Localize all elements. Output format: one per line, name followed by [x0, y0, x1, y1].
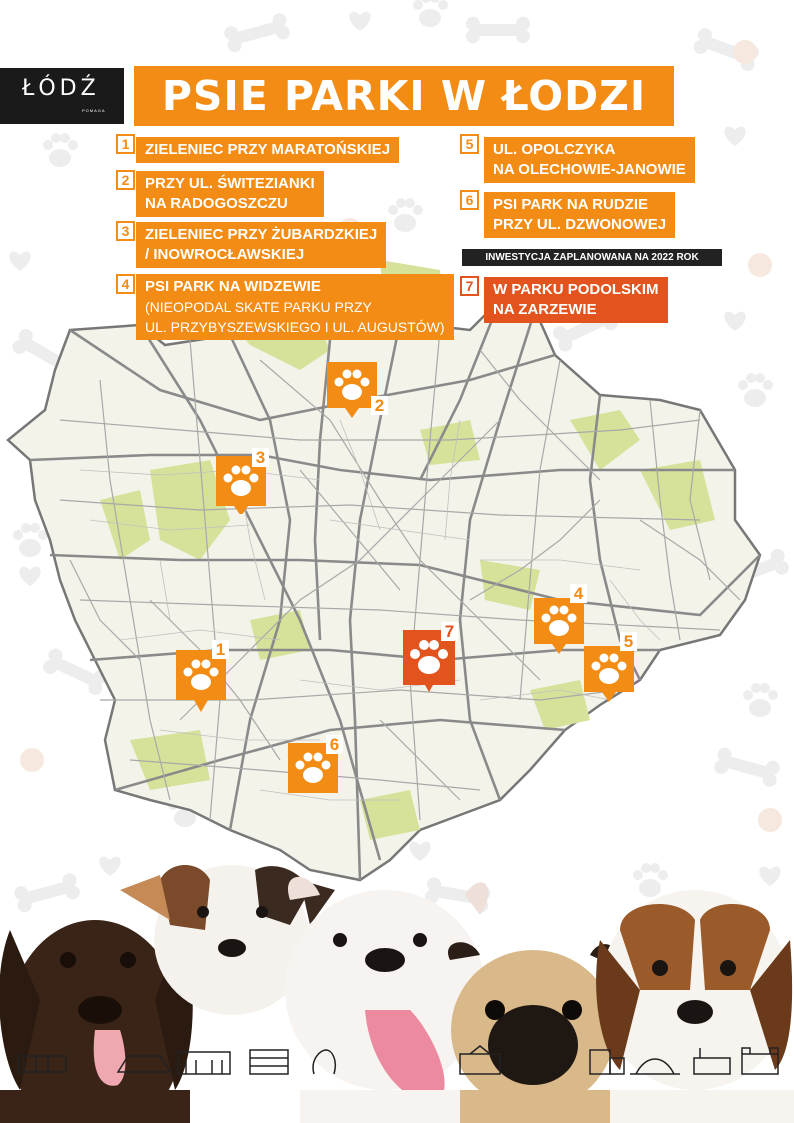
- legend-item-5-line2: NA OLECHOWIE-JANOWIE: [493, 161, 686, 178]
- dog-beagle: [596, 890, 794, 1123]
- legend-number-7: 7: [460, 276, 479, 296]
- map-marker-5-number: 5: [620, 632, 637, 651]
- map-marker-3-number: 3: [252, 448, 269, 467]
- legend-item-4-line3: UL. PRZYBYSZEWSKIEGO I UL. AUGUSTÓW): [145, 319, 445, 335]
- legend-item-3-line1: ZIELENIEC PRZY ŻUBARDZKIEJ: [145, 226, 378, 243]
- legend-item-2-line1: PRZY UL. ŚWITEZIANKI: [145, 175, 315, 192]
- legend-item-4-line1: PSI PARK NA WIDZEWIE: [145, 278, 321, 295]
- legend-number-2: 2: [116, 170, 135, 190]
- map-marker-7-number: 7: [441, 622, 458, 641]
- legend-item-4-line2: (NIEOPODAL SKATE PARKU PRZY: [145, 299, 372, 315]
- map-marker-4-number: 4: [570, 584, 587, 603]
- legend-number-5: 5: [460, 134, 479, 154]
- legend-item-1-line1: ZIELENIEC PRZY MARATOŃSKIEJ: [145, 141, 391, 158]
- legend-item-2-line2: NA RADOGOSZCZU: [145, 195, 288, 212]
- legend-number-4: 4: [116, 274, 135, 294]
- legend-item-5-line1: UL. OPOLCZYKA: [493, 141, 616, 158]
- legend-item-3-line2: / INOWROCŁAWSKIEJ: [145, 246, 305, 263]
- legend-number-3: 3: [116, 221, 135, 241]
- legend-item-6-line2: PRZY UL. DZWONOWEJ: [493, 216, 667, 233]
- map-marker-1-number: 1: [212, 640, 229, 659]
- legend-item-7-line2: NA ZARZEWIE: [493, 301, 597, 318]
- map-marker-6-number: 6: [326, 735, 343, 754]
- building-icon: [250, 1050, 288, 1074]
- map-marker-2-number: 2: [371, 396, 388, 415]
- page-title: PSIE PARKI W ŁODZI: [134, 66, 674, 126]
- legend-number-1: 1: [116, 134, 135, 154]
- legend-item-7-line1: W PARKU PODOLSKIM: [493, 281, 659, 298]
- logo-wordmark: ŁÓDŹ: [22, 76, 100, 101]
- legend-item-6-line1: PSI PARK NA RUDZIE: [493, 196, 649, 213]
- legend-number-6: 6: [460, 190, 479, 210]
- planned-investment-note: INWESTYCJA ZAPLANOWANA NA 2022 ROK: [462, 249, 722, 266]
- logo-subtitle: POMAGA: [82, 108, 106, 113]
